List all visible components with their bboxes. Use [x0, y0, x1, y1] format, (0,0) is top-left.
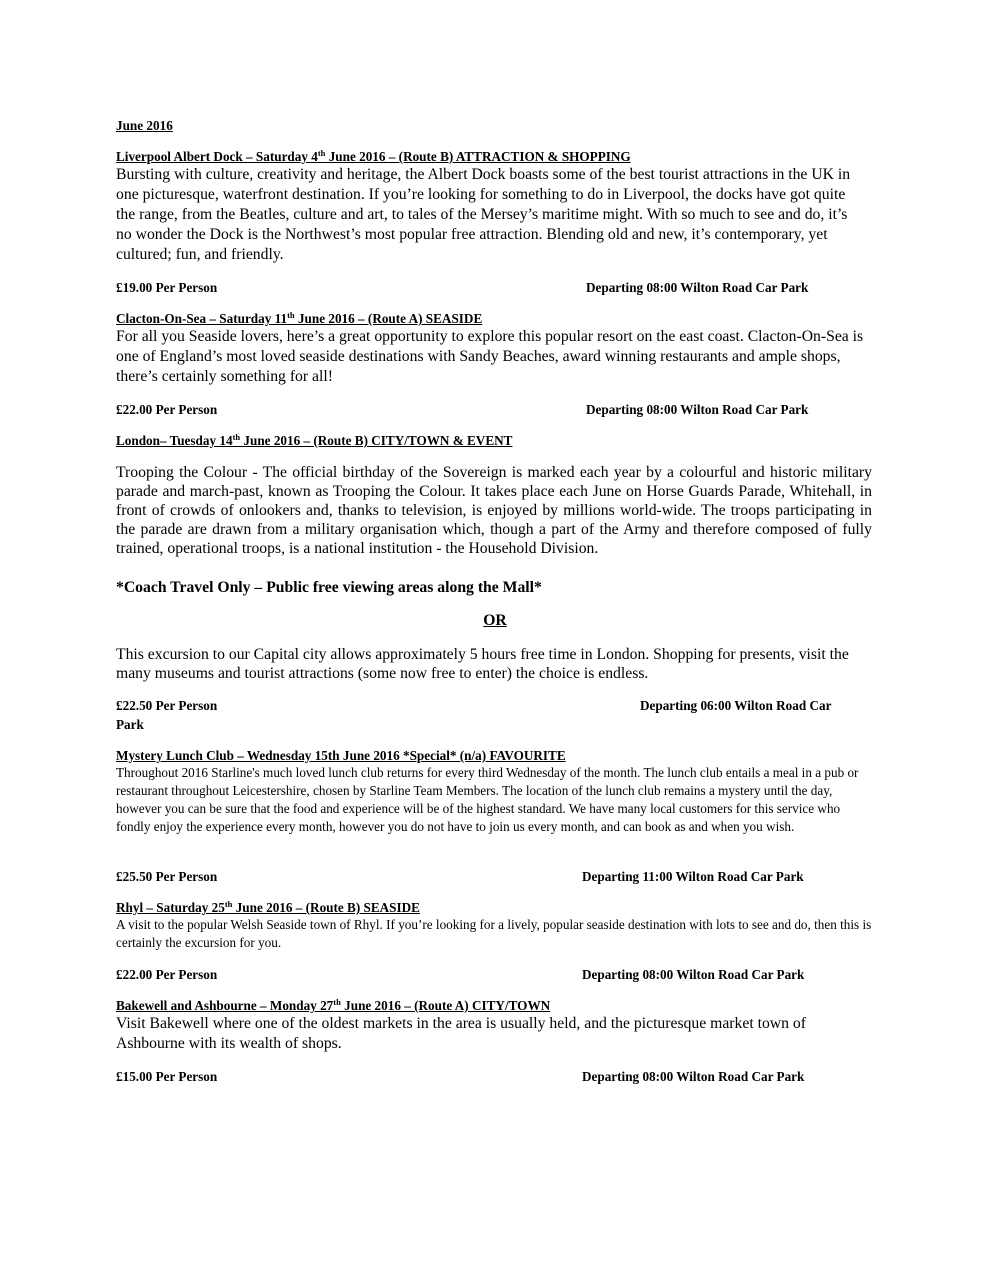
trip-heading-text-rest: June 2016 – (Route B) SEASIDE [232, 900, 420, 915]
trip-price-liverpool: £19.00 Per Person [116, 280, 218, 295]
trip-heading-liverpool [116, 149, 631, 165]
trip-heading-ordinal: th [287, 310, 295, 320]
trip-heading-london [116, 433, 512, 449]
trip-price-mystery-lunch: £25.50 Per Person [116, 869, 218, 884]
trip-description-clacton: For all you Seaside lovers, here’s a great opportunity to explore this popular resort on the east coast. Clacton-On-Sea is one of England’s most loved seaside destinations with Sandy Beaches, award winning restaurants and ample shops, there’s certainly something for all! [116, 328, 864, 385]
trip-departing-london-wrap: Park [116, 717, 144, 732]
trip-heading-text: London– Tuesday 14 [116, 433, 233, 448]
trip-heading-text: Rhyl – Saturday 25 [116, 900, 225, 915]
trip-description-london: Trooping the Colour - The official birthday of the Sovereign is marked each year by a colourful and historic military parade and march-past, known as Trooping the Colour. It takes place each June on Horse Guards Parade, Whitehall, in front of crowds of onlookers and, thanks to television, is enjoyed by millions world-wide. The troops participating in the parade are drawn from a military organisation which, though a part of the Army and therefore composed of fully trained, operational troops, is a national institution - the Household Division. [116, 464, 872, 557]
trip-price-bakewell: £15.00 Per Person [116, 1069, 218, 1084]
trip-heading-ordinal: th [317, 148, 326, 158]
trip-description-bakewell: Visit Bakewell where one of the oldest markets in the area is usually held, and the picturesque market town of Ashbourne with its wealth of shops. [116, 1015, 806, 1052]
trip-description-rhyl: A visit to the popular Welsh Seaside town of Rhyl. If you’re looking for a lively, popular seaside destination with lots to see and do, then this is certainly the excursion for you. [116, 917, 872, 950]
trip-heading-text-rest: June 2016 – (Route A) SEASIDE [294, 311, 483, 326]
trip-description-liverpool: Bursting with culture, creativity and heritage, the Albert Dock boasts some of the best tourist attractions in the UK in one picturesque, waterfront destination. If you’re looking for something to do in Liverpool, the docks have got quite the range, from the Beatles, culture and art, to tales of the Mersey’s maritime might. With so much to see and do, it’s no wonder the Dock is the Northwest’s most popular free attraction. Blending old and new, it’s contemporary, yet cultured; fun, and friendly. [116, 166, 851, 263]
trip-heading-text-rest: June 2016 – (Route B) CITY/TOWN & EVENT [240, 433, 513, 448]
trip-departing-liverpool: Departing 08:00 Wilton Road Car Park [586, 280, 809, 295]
or-separator: OR [483, 612, 507, 629]
trip-departing-rhyl: Departing 08:00 Wilton Road Car Park [582, 967, 805, 982]
trip-departing-london: Departing 06:00 Wilton Road Car [640, 698, 832, 713]
trip-price-clacton: £22.00 Per Person [116, 402, 218, 417]
trip-departing-mystery-lunch: Departing 11:00 Wilton Road Car Park [582, 869, 804, 884]
trip-heading-text: Clacton-On-Sea – Saturday 11 [116, 311, 288, 326]
trip-heading-clacton [116, 311, 482, 327]
trip-description-london-alt: This excursion to our Capital city allows approximately 5 hours free time in London. Shopping for presents, visit the many museums and tourist attractions (some now free to enter) the choice is endless. [116, 646, 849, 682]
trip-heading-rhyl [116, 900, 420, 916]
trip-price-rhyl: £22.00 Per Person [116, 967, 218, 982]
trip-heading-mystery-lunch: Mystery Lunch Club – Wednesday 15th June 2016 *Special* (n/a) FAVOURITE [116, 748, 566, 763]
trip-heading-ordinal: th [224, 899, 233, 909]
trip-heading-text: Bakewell and Ashbourne – Monday 27 [116, 998, 334, 1013]
trip-heading-bakewell [116, 998, 550, 1014]
trip-price-london: £22.50 Per Person [116, 698, 218, 713]
trip-description-mystery-lunch: Throughout 2016 Starline's much loved lunch club returns for every third Wednesday of the month. The lunch club entails a meal in a pub or restaurant throughout Leicestershire, chosen by Starline Team Members. The location of the lunch club remains a mystery until the day, however you can be sure that the food and experience will be of the highest standard. We have many local customers for this service who fondly enjoy the experience every month, however you do not have to join us every month, and can book as and when you wish. [116, 765, 859, 834]
trip-heading-text-rest: June 2016 – (Route B) ATTRACTION & SHOPPING [325, 149, 631, 164]
page-title: June 2016 [116, 118, 173, 133]
trip-heading-text: Liverpool Albert Dock – Saturday 4 [116, 149, 318, 164]
trip-heading-ordinal: th [232, 432, 241, 442]
coach-travel-note: *Coach Travel Only – Public free viewing areas along the Mall* [116, 579, 542, 596]
trip-heading-text-rest: June 2016 – (Route A) CITY/TOWN [340, 998, 551, 1013]
trip-heading-ordinal: th [333, 997, 341, 1007]
trip-departing-bakewell: Departing 08:00 Wilton Road Car Park [582, 1069, 805, 1084]
trip-departing-clacton: Departing 08:00 Wilton Road Car Park [586, 402, 809, 417]
